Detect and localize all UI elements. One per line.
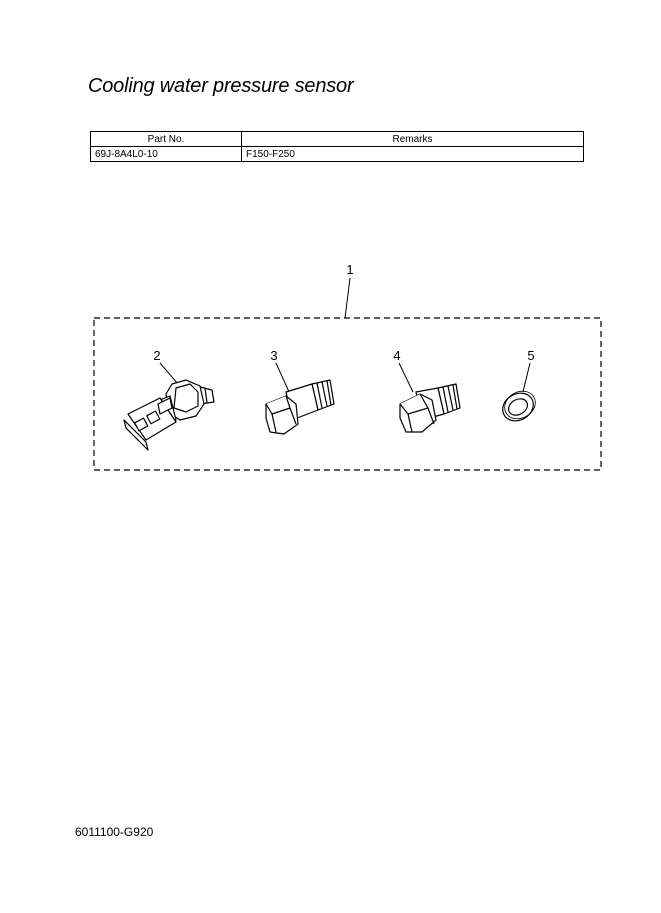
leader-line-1 <box>345 278 350 318</box>
pressure-sensor-icon <box>124 380 214 450</box>
leader-line-2 <box>160 363 178 384</box>
callout-5: 5 <box>527 348 535 363</box>
footer-code: 6011100-G920 <box>75 825 154 839</box>
col-header-part-no: Part No. <box>91 132 242 147</box>
leader-line-3 <box>276 363 290 394</box>
callout-2: 2 <box>153 348 161 363</box>
callout-4: 4 <box>393 348 401 363</box>
adapter-fitting-icon <box>400 384 460 432</box>
callout-3: 3 <box>270 348 278 363</box>
part-number-cell: 69J-8A4L0-10 <box>91 147 242 162</box>
leader-line-4 <box>399 363 413 392</box>
washer-icon <box>498 386 541 427</box>
callout-1: 1 <box>346 262 354 277</box>
page-title: Cooling water pressure sensor <box>88 75 354 97</box>
leader-line-5 <box>523 363 530 392</box>
col-header-remarks: Remarks <box>242 132 584 147</box>
adapter-fitting-icon <box>266 380 334 434</box>
remarks-cell: F150-F250 <box>242 147 584 162</box>
